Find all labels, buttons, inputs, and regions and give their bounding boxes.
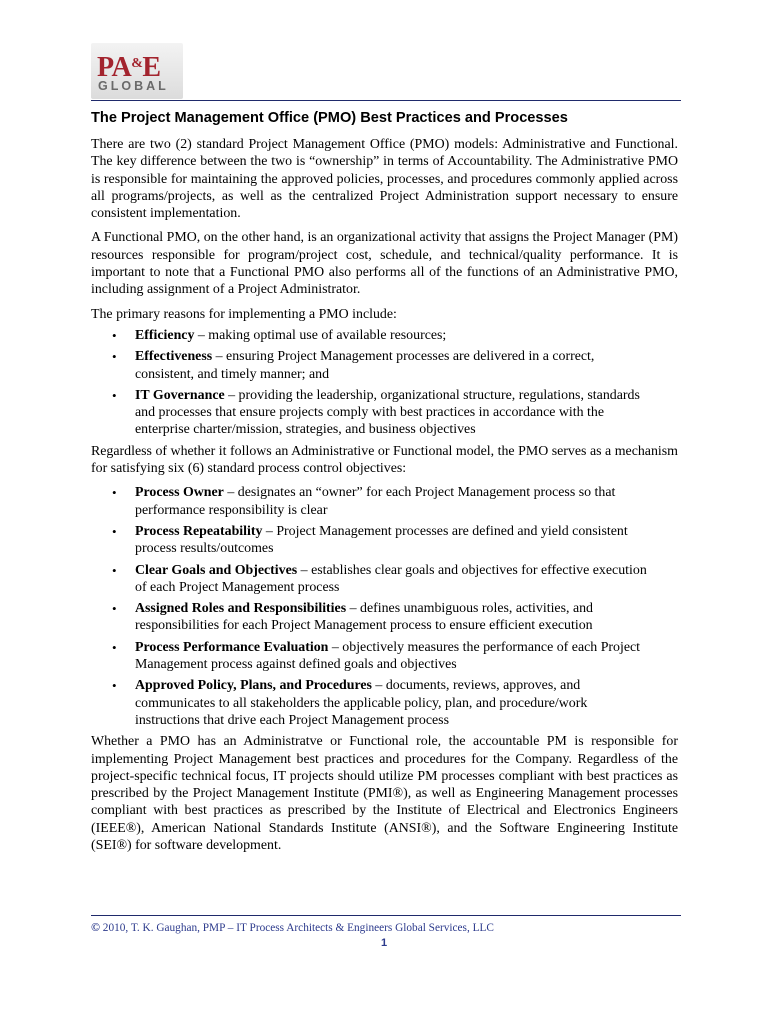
list-item: • Effectiveness – ensuring Project Management processes are delivered in a correct, consistent, and timely manner; and [112, 349, 595, 382]
list-item: • Process Owner – designates an “owner” for each Project Management process so that performance responsibility is clear [112, 485, 616, 518]
paragraph: There are two (2) standard Project Management Office (PMO) models: Administrative and Functional. The key difference between the two is “ownership” in terms of Accountability. The Administrative PMO is responsible for maintaining the approved policies, processes, and procedures commonly applied across all programs/projects, as well as the centralized Project Administration support necessary to ensure consistent implementation. [91, 137, 678, 222]
list-item: • Clear Goals and Objectives – establishes clear goals and objectives for effective execution of each Project Management process [112, 562, 647, 595]
header-divider [91, 100, 681, 101]
footer-text: 2010, T. K. Gaughan, PMP – IT Process Architects & Engineers Global Services, LLC [99, 922, 494, 934]
company-logo [91, 43, 183, 99]
bullet-icon: • [112, 485, 117, 501]
bullet-icon: • [112, 349, 117, 365]
reasons-list [91, 327, 678, 439]
document-body [91, 136, 678, 861]
paragraph: Regardless of whether it follows an Administrative or Functional model, the PMO serves as a mechanism for satisfying six (6) standard process control objectives: [91, 443, 678, 477]
bullet-icon: • [112, 639, 117, 655]
logo-wordmark: PA&E [97, 52, 161, 83]
paragraph: The primary reasons for implementing a PMO include: [91, 306, 397, 322]
bullet-icon: • [112, 601, 117, 617]
footer-divider [91, 915, 681, 916]
paragraph: A Functional PMO, on the other hand, is an organizational activity that assigns the Project Manager (PM) resources responsible for program/project cost, schedule, and technical/quality performance. It is important to note that a Functional PMO also performs all of the functions of an Administrative PMO, including assignment of a Project Administrator. [91, 230, 678, 298]
bullet-icon: • [112, 387, 117, 403]
document-title: The Project Management Office (PMO) Best Practices and Processes [91, 110, 568, 126]
list-item: • Process Repeatability – Project Management processes are defined and yield consistent process results/outcomes [112, 523, 628, 557]
footer-copyright [91, 920, 681, 935]
bullet-icon: • [112, 678, 117, 694]
list-item: • Assigned Roles and Responsibilities – defines unambiguous roles, activities, and responsibilities for each Project Management process to ensure efficient execution [112, 601, 594, 634]
list-item: • Process Performance Evaluation – objectively measures the performance of each Project Management process against defined goals and objectives [112, 639, 641, 673]
bullet-icon: • [112, 562, 117, 578]
page-number: 1 [380, 937, 388, 949]
bullet-icon: • [112, 523, 117, 539]
paragraph: Whether a PMO has an Administratve or Functional role, the accountable PM is responsible for implementing Project Management best practices and procedures for the Company. Regardless of the project-specific technical focus, IT projects should utilize PM processes compliant with best practices as prescribed by the Project Management Institute (PMI®), as well as Engineering Management processes compliant with best practices as prescribed by the Institute of Electrical and Electronics Engineers (IEEE®), American National Standards Institute (ANSI®), and the Software Engineering Institute (SEI®) for software development. [91, 734, 678, 853]
list-item: • Approved Policy, Plans, and Procedures – documents, reviews, approves, and communicates to all stakeholders the applicable policy, plan, and procedure/work instructions that drive each Project Management process [112, 678, 588, 728]
logo-subtitle: GLOBAL [98, 79, 169, 93]
copyright-icon: © [91, 920, 100, 934]
objectives-list [91, 484, 678, 729]
bullet-icon: • [112, 327, 117, 343]
list-item: • IT Governance – providing the leadership, organizational structure, regulations, standards and processes that ensure projects comply with best practices in accordance with the enterprise charter/mission, strategies, and business objectives [112, 387, 640, 438]
list-item: • Efficiency – making optimal use of available resources; [112, 327, 447, 343]
